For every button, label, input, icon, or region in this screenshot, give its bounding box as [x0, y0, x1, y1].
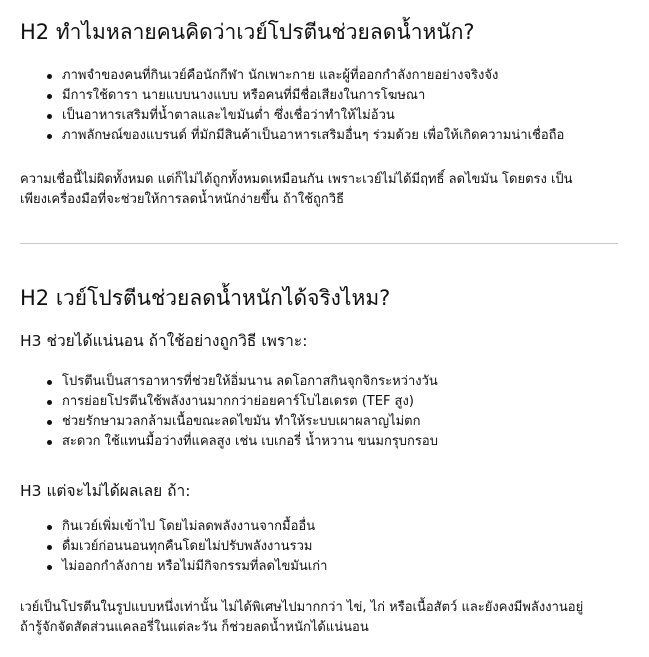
list-item: สะดวก ใช้แทนมื้อว่างที่แคลสูง เช่น เบเกอรี่ น้ำหวาน ขนมกรุบกรอบ	[20, 432, 630, 452]
section2-heading: H2 เวย์โปรตีนช่วยลดน้ำหนักได้จริงไหม?	[20, 286, 391, 310]
list-item: มีการใช้ดารา นายแบบนางแบบ หรือคนที่มีชื่อเสียงในการโฆษณา	[20, 86, 630, 106]
list-item: ไม่ออกกำลังกาย หรือไม่มีกิจกรรมที่ลดไขมันเก่า	[20, 557, 630, 577]
list-item: การย่อยโปรตีนใช้พลังงานมากกว่าย่อยคาร์โบไฮเดรต (TEF สูง)	[20, 392, 630, 412]
list-item: ดื่มเวย์ก่อนนอนทุกคืนโดยไม่ปรับพลังงานรวม	[20, 537, 630, 557]
section1-paragraph	[20, 170, 573, 210]
list-item: ช่วยรักษามวลกล้ามเนื้อขณะลดไขมัน ทำให้ระบบเผาผลาญไม่ตก	[20, 412, 630, 432]
paragraph-line: ความเชื่อนี้ไม่ผิดทั้งหมด แต่ก็ไม่ได้ถูกทั้งหมดเหมือนกัน เพราะเวย์ไม่ได้มีฤทธิ์ ลดไขมัน โดยตรง เป็น	[20, 172, 573, 187]
section2-paragraph	[20, 598, 583, 638]
subsection2-bullet-list	[20, 517, 630, 577]
section-divider	[20, 243, 618, 244]
list-item: กินเวย์เพิ่มเข้าไป โดยไม่ลดพลังงานจากมื้ออื่น	[20, 517, 630, 537]
section1-bullet-list	[20, 66, 630, 146]
paragraph-line: เวย์เป็นโปรตีนในรูปแบบหนึ่งเท่านั้น ไม่ได้พิเศษไปมากกว่า ไข่, ไก่ หรือเนื้อสัตว์ และยังคงมีพลังงานอยู่	[20, 600, 584, 615]
list-item: โปรตีนเป็นสารอาหารที่ช่วยให้อิ่มนาน ลดโอกาสกินจุกจิกระหว่างวัน	[20, 372, 630, 392]
subsection1-heading: H3 ช่วยได้แน่นอน ถ้าใช้อย่างถูกวิธี เพราะ:	[20, 332, 308, 350]
list-item: เป็นอาหารเสริมที่น้ำตาลและไขมันต่ำ ซึ่งเชื่อว่าทำให้ไม่อ้วน	[20, 106, 630, 126]
list-item: ภาพลักษณ์ของแบรนด์ ที่มักมีสินค้าเป็นอาหารเสริมอื่นๆ ร่วมด้วย เพื่อให้เกิดความน่าเชื่อถือ	[20, 126, 630, 146]
subsection1-bullet-list	[20, 372, 630, 452]
section1-heading: H2 ทำไมหลายคนคิดว่าเวย์โปรตีนช่วยลดน้ำหนัก?	[20, 20, 475, 44]
paragraph-line: เพียงเครื่องมือที่จะช่วยให้การลดน้ำหนักง่ายขึ้น ถ้าใช้ถูกวิธี	[20, 192, 345, 207]
paragraph-line: ถ้ารู้จักจัดสัดส่วนแคลอรี่ในแต่ละวัน ก็ช่วยลดน้ำหนักได้แน่นอน	[20, 620, 369, 635]
list-item: ภาพจำของคนที่กินเวย์คือนักกีฬา นักเพาะกาย และผู้ที่ออกกำลังกายอย่างจริงจัง	[20, 66, 630, 86]
subsection2-heading: H3 แต่จะไม่ได้ผลเลย ถ้า:	[20, 482, 191, 500]
